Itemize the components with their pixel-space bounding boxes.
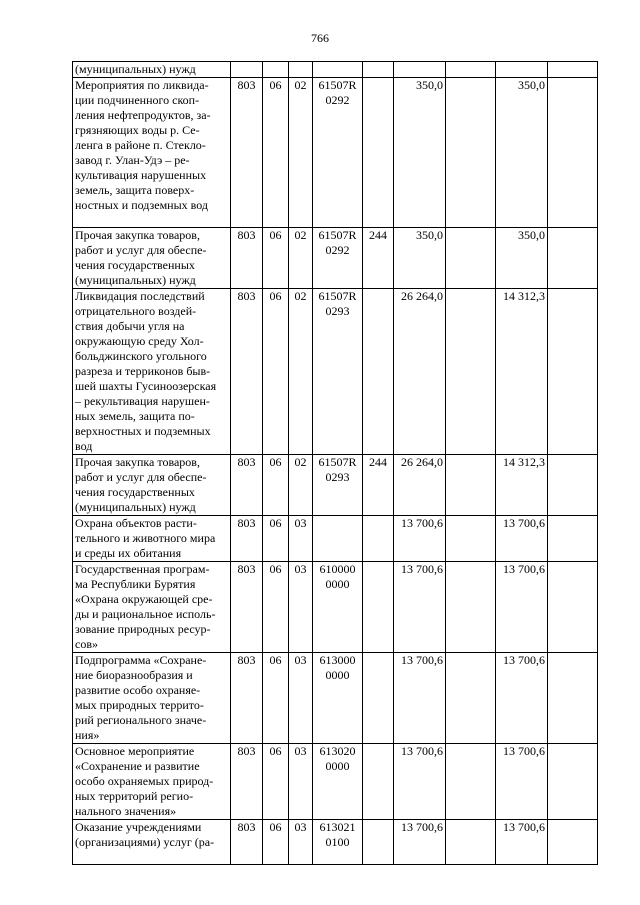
expense-type-cell [363, 289, 394, 455]
table-row [73, 78, 598, 228]
amount-cell-4 [548, 744, 598, 820]
table-row [73, 516, 598, 562]
amount-cell-2 [446, 562, 496, 653]
expense-type-cell [363, 62, 394, 78]
ministry-code-cell: 803 [231, 228, 263, 289]
target-article-cell [313, 62, 363, 78]
section-code-cell: 06 [263, 455, 289, 516]
amount-cell-3: 13 700,6 [496, 653, 548, 744]
target-article-cell: 61507R 0293 [313, 289, 363, 455]
amount-cell-2 [446, 820, 496, 865]
subsection-code-cell: 03 [289, 562, 313, 653]
section-code-cell: 06 [263, 228, 289, 289]
subsection-code-cell [289, 62, 313, 78]
table-row [73, 455, 598, 516]
amount-cell-4 [548, 562, 598, 653]
subsection-code-cell: 03 [289, 653, 313, 744]
expense-type-cell [363, 78, 394, 228]
section-code-cell: 06 [263, 744, 289, 820]
amount-cell-1: 26 264,0 [394, 455, 446, 516]
target-article-cell: 61507R 0292 [313, 78, 363, 228]
amount-cell-1 [394, 62, 446, 78]
row-name-cell: Оказание учреждениями (организациями) услуг (ра- [73, 820, 231, 865]
amount-cell-2 [446, 653, 496, 744]
table-row [73, 562, 598, 653]
amount-cell-3: 350,0 [496, 78, 548, 228]
section-code-cell [263, 62, 289, 78]
amount-cell-3: 14 312,3 [496, 289, 548, 455]
amount-cell-2 [446, 78, 496, 228]
target-article-cell: 613021 0100 [313, 820, 363, 865]
section-code-cell: 06 [263, 78, 289, 228]
target-article-cell: 61507R 0293 [313, 455, 363, 516]
table-row [73, 744, 598, 820]
row-name-cell: Ликвидация последствий отрицательного воздей- ствия добычи угля на окружающую среду Хол- больджинского угольного разреза и терриконов быв- шей шахты Гусиноозерская – рекультивация нарушен- ных земель, защита по- верхностных и подземных вод [73, 289, 231, 455]
expense-type-cell: 244 [363, 228, 394, 289]
amount-cell-3: 350,0 [496, 228, 548, 289]
amount-cell-2 [446, 62, 496, 78]
amount-cell-2 [446, 516, 496, 562]
expense-type-cell [363, 744, 394, 820]
page-number: 766 [311, 31, 329, 45]
amount-cell-1: 13 700,6 [394, 820, 446, 865]
amount-cell-4 [548, 653, 598, 744]
ministry-code-cell: 803 [231, 455, 263, 516]
amount-cell-3: 13 700,6 [496, 744, 548, 820]
target-article-cell: 61507R 0292 [313, 228, 363, 289]
target-article-cell: 613020 0000 [313, 744, 363, 820]
amount-cell-1: 350,0 [394, 228, 446, 289]
amount-cell-1: 350,0 [394, 78, 446, 228]
target-article-cell: 610000 0000 [313, 562, 363, 653]
amount-cell-2 [446, 744, 496, 820]
amount-cell-1: 13 700,6 [394, 516, 446, 562]
amount-cell-4 [548, 62, 598, 78]
table-row [73, 653, 598, 744]
row-name-cell: Мероприятия по ликвида- ции подчиненного скоп- ления нефтепродуктов, за- грязняющих воды р. Се- ленга в районе п. Стекло- завод г. Улан-Удэ – ре- культивация нарушенных земель, защита поверх- ностных и подземных вод [73, 78, 231, 228]
amount-cell-4 [548, 228, 598, 289]
row-name-cell: Охрана объектов расти- тельного и животного мира и среды их обитания [73, 516, 231, 562]
target-article-cell [313, 516, 363, 562]
amount-cell-1: 13 700,6 [394, 653, 446, 744]
row-name-cell: Основное мероприятие «Сохранение и развитие особо охраняемых природ- ных территорий регио- нального значения» [73, 744, 231, 820]
row-name-cell: Прочая закупка товаров, работ и услуг для обеспе- чения государственных (муниципальных) нужд [73, 228, 231, 289]
expense-type-cell [363, 516, 394, 562]
expense-type-cell [363, 820, 394, 865]
subsection-code-cell: 03 [289, 820, 313, 865]
section-code-cell: 06 [263, 516, 289, 562]
amount-cell-3: 13 700,6 [496, 820, 548, 865]
ministry-code-cell: 803 [231, 78, 263, 228]
amount-cell-1: 13 700,6 [394, 562, 446, 653]
section-code-cell: 06 [263, 289, 289, 455]
subsection-code-cell: 02 [289, 78, 313, 228]
amount-cell-2 [446, 455, 496, 516]
amount-cell-3 [496, 62, 548, 78]
expense-type-cell [363, 653, 394, 744]
subsection-code-cell: 03 [289, 516, 313, 562]
amount-cell-3: 13 700,6 [496, 562, 548, 653]
ministry-code-cell [231, 62, 263, 78]
subsection-code-cell: 03 [289, 744, 313, 820]
section-code-cell: 06 [263, 562, 289, 653]
amount-cell-4 [548, 820, 598, 865]
ministry-code-cell: 803 [231, 820, 263, 865]
ministry-code-cell: 803 [231, 653, 263, 744]
expense-type-cell: 244 [363, 455, 394, 516]
amount-cell-3: 14 312,3 [496, 455, 548, 516]
amount-cell-2 [446, 289, 496, 455]
budget-table [72, 61, 598, 865]
amount-cell-1: 13 700,6 [394, 744, 446, 820]
ministry-code-cell: 803 [231, 562, 263, 653]
table-row [73, 228, 598, 289]
ministry-code-cell: 803 [231, 516, 263, 562]
amount-cell-4 [548, 455, 598, 516]
target-article-cell: 613000 0000 [313, 653, 363, 744]
section-code-cell: 06 [263, 653, 289, 744]
amount-cell-4 [548, 289, 598, 455]
expense-type-cell [363, 562, 394, 653]
row-name-cell: Прочая закупка товаров, работ и услуг для обеспе- чения государственных (муниципальных) нужд [73, 455, 231, 516]
row-name-cell: Государственная програм- ма Республики Бурятия «Охрана окружающей сре- ды и рациональное исполь- зование природных ресур- сов» [73, 562, 231, 653]
table-row [73, 820, 598, 865]
table-row [73, 289, 598, 455]
row-name-cell: (муниципальных) нужд [73, 62, 231, 78]
section-code-cell: 06 [263, 820, 289, 865]
table-body [73, 62, 598, 865]
ministry-code-cell: 803 [231, 289, 263, 455]
subsection-code-cell: 02 [289, 455, 313, 516]
subsection-code-cell: 02 [289, 228, 313, 289]
amount-cell-4 [548, 516, 598, 562]
ministry-code-cell: 803 [231, 744, 263, 820]
amount-cell-2 [446, 228, 496, 289]
amount-cell-3: 13 700,6 [496, 516, 548, 562]
subsection-code-cell: 02 [289, 289, 313, 455]
amount-cell-1: 26 264,0 [394, 289, 446, 455]
row-name-cell: Подпрограмма «Сохране- ние биоразнообразия и развитие особо охраняе- мых природных террито- рий регионального значе- ния» [73, 653, 231, 744]
table-row [73, 62, 598, 78]
amount-cell-4 [548, 78, 598, 228]
